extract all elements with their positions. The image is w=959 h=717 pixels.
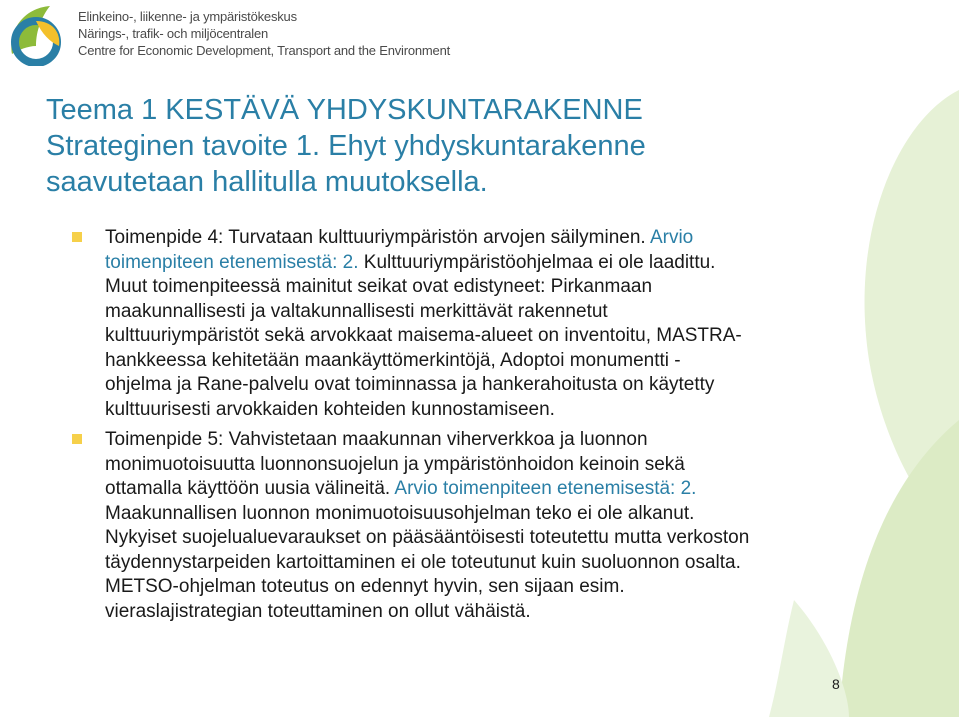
- page-number: 8: [832, 676, 840, 692]
- bullet-text-line: [105, 251, 862, 276]
- progress-rating-text: Arvio: [649, 227, 694, 248]
- bullet-text-line: [105, 349, 862, 374]
- title-line: Teema 1 KESTÄVÄ YHDYSKUNTARAKENNE: [46, 94, 643, 126]
- bullet-text: maakunnallisesti ja valtakunnallisesti merkittävät rakennetut: [105, 300, 608, 322]
- slide-title: [46, 92, 766, 200]
- bullet-text-line: [105, 575, 862, 600]
- progress-rating-text: Arvio toimenpiteen etenemisestä: 2.: [394, 478, 697, 499]
- bullet-list: [72, 226, 862, 624]
- bullet-text: METSO-ohjelman toteutus on edennyt hyvin, sen sijaan esim.: [105, 576, 625, 597]
- bullet-text: ohjelma ja Rane-palvelu ovat toiminnassa ja hankerahoitusta on käytetty: [105, 374, 715, 395]
- bullet-item: [72, 428, 862, 624]
- org-name-sv: Närings-, trafik- och miljöcentralen: [78, 26, 269, 41]
- bullet-text-line: [105, 477, 862, 502]
- bullet-text-line: [105, 300, 862, 325]
- title-line: Strateginen tavoite 1. Ehyt yhdyskuntarakenne: [46, 130, 646, 162]
- bullet-text: Maakunnallisen luonnon monimuotoisuusohjelman teko ei ole alkanut.: [105, 502, 695, 524]
- bullet-text-line: [105, 398, 862, 423]
- bullet-text-line: [105, 526, 862, 551]
- bullet-text-line: [105, 502, 862, 527]
- bullet-text-line: [105, 428, 862, 453]
- bullet-text-line: [105, 324, 862, 349]
- bullet-text-line: [105, 600, 862, 625]
- bullet-item: [72, 226, 862, 422]
- bullet-text: kulttuurisesti arvokkaiden kohteiden kunnostamiseen.: [105, 398, 555, 420]
- bullet-text: Toimenpide 4: Turvataan kulttuuriympäristön arvojen säilyminen.: [105, 227, 650, 248]
- bullet-marker-icon: [72, 232, 82, 242]
- bullet-text: hankkeessa kehitetään maankäyttömerkintöjä, Adoptoi monumentti -: [105, 349, 681, 371]
- bullet-text: Nykyiset suojelualuevaraukset on pääsääntöisesti toteutettu mutta verkoston: [105, 527, 750, 548]
- bullet-text: täydennystarpeiden kartoittaminen ei ole toteutunut kuin suoluonnon osalta.: [105, 551, 741, 573]
- title-line: saavutetaan hallitulla muutoksella.: [46, 166, 488, 198]
- progress-rating-text: toimenpiteen etenemisestä: 2.: [105, 251, 359, 273]
- bullet-text: ottamalla käyttöön uusia välineitä.: [105, 478, 395, 499]
- bullet-marker-icon: [72, 434, 82, 444]
- org-name-en: Centre for Economic Development, Transport and the Environment: [78, 43, 451, 58]
- bullet-text: kulttuuriympäristöt sekä arvokkaat maisema-alueet on inventoitu, MASTRA-: [105, 325, 742, 346]
- bullet-text: vieraslajistrategian toteuttaminen on ollut vähäistä.: [105, 600, 531, 622]
- bullet-text-line: [105, 453, 862, 478]
- bullet-text-line: [105, 373, 862, 398]
- bullet-text-line: [105, 551, 862, 576]
- bullet-text: Kulttuuriympäristöohjelmaa ei ole laadittu.: [358, 251, 716, 273]
- bullet-text-line: [105, 275, 862, 300]
- bullet-text: monimuotoisuutta luonnonsuojelun ja ympäristönhoidon keinoin sekä: [105, 453, 685, 475]
- bullet-text: Muut toimenpiteessä mainitut seikat ovat edistyneet: Pirkanmaan: [105, 276, 653, 297]
- organization-names: [78, 8, 450, 59]
- bullet-text-line: [105, 226, 862, 251]
- ely-logo: [6, 2, 68, 66]
- org-name-fi: Elinkeino-, liikenne- ja ympäristökeskus: [78, 9, 297, 24]
- bullet-text: Toimenpide 5: Vahvistetaan maakunnan viherverkkoa ja luonnon: [105, 429, 648, 450]
